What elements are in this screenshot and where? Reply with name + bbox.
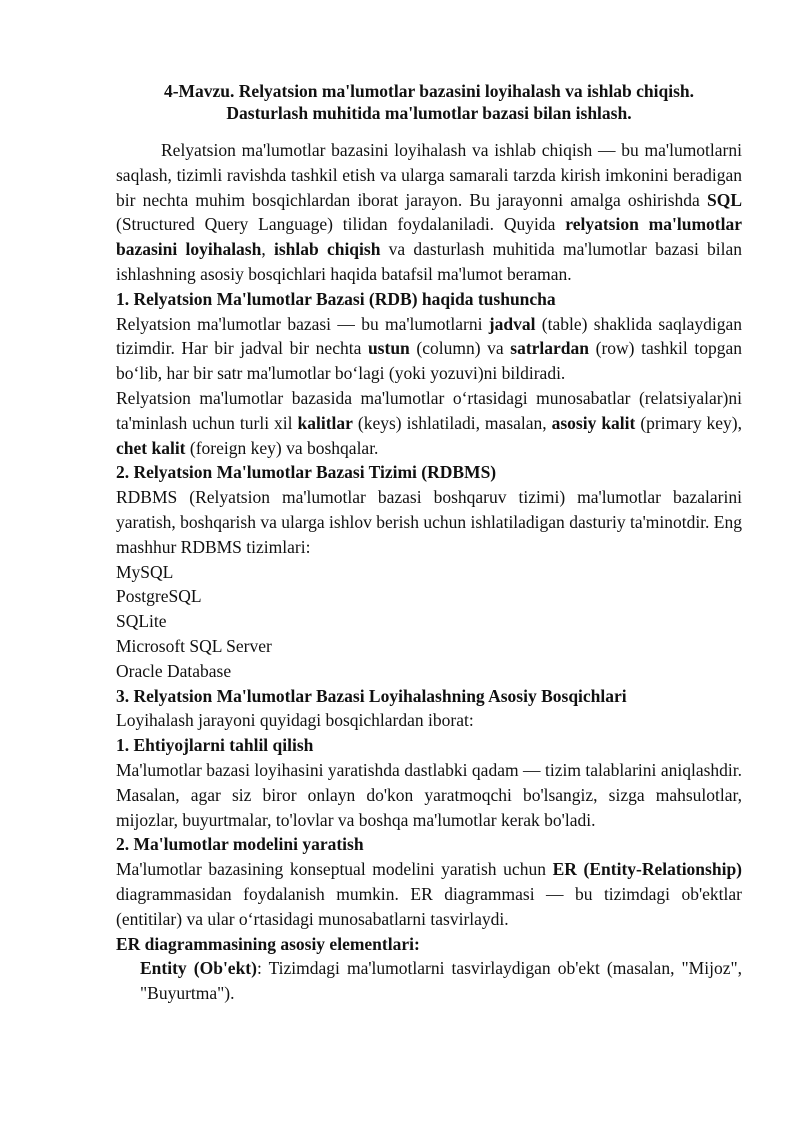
list-item: MySQL [116, 561, 174, 582]
s1p2-text-3: (primary key), [635, 412, 743, 433]
er-elements-heading: ER diagrammasining asosiy elementlari: [116, 933, 420, 954]
step-2-heading: 2. Ma'lumotlar modelini yaratish [116, 834, 364, 855]
list-item: PostgreSQL [116, 586, 202, 607]
entity-paragraph [116, 956, 742, 1006]
step-1-paragraph: Ma'lumotlar bazasi loyihasini yaratishda dastlabki qadam — tizim talablarini aniqlashdir. Masalan, agar siz biror onlayn do'kon yaratmoqchi bo'lsangiz, sizga mahsulotlar, mijozlar, buyurtmalar, to'lovlar va boshqa ma'lumotlar kerak bo'ladi. [116, 759, 742, 830]
intro-text-1: Relyatsion ma'lumotlar bazasini loyihalash va ishlab chiqish — bu ma'lumotlarni saqlash, tizimli ravishda tashkil etish va ularga samarali tarzda kirish imkonini beradigan bir nechta muhim bosqichlardan iborat jarayon. Bu jarayonni amalga oshirishda [116, 140, 742, 210]
section-1-paragraph-2 [116, 386, 742, 460]
s1p2-text-1: Relyatsion ma'lumotlar bazasida ma'lumotlar o‘rtasidagi munosabatlar (relatsiyalar)ni ta'minlash uchun turli xil [116, 387, 742, 433]
section-3-intro: Loyihalash jarayoni quyidagi bosqichlardan iborat: [116, 710, 474, 731]
intro-bold-develop: ishlab chiqish [273, 239, 381, 260]
s1p1-text-4: (row) tashkil topgan bo‘lib, har bir satr ma'lumotlar bo‘lagi (yoki yozuvi)ni bildiradi. [116, 338, 742, 384]
s1p2-text-4: (foreign key) va boshqalar. [185, 437, 379, 458]
step-2-paragraph [116, 857, 742, 931]
entity-bold: Entity (Ob'ekt) [140, 958, 257, 979]
section-1-paragraph-1 [116, 312, 742, 386]
section-2-heading: 2. Relyatsion Ma'lumotlar Bazasi Tizimi (RDBMS) [116, 462, 497, 483]
s1p1-text-3: (column) va [409, 338, 511, 359]
intro-text-3: , [261, 239, 274, 260]
intro-text-2: (Structured Query Language) tilidan foydalaniladi. Quyida [116, 214, 566, 235]
list-item: Microsoft SQL Server [116, 635, 272, 656]
document-page [116, 80, 742, 1006]
s1p1-text-2: (table) shaklida saqlaydigan tizimdir. Har bir jadval bir nechta [116, 313, 743, 359]
s1p1-bold-1: jadval [488, 313, 536, 334]
s1p2-bold-3: chet kalit [116, 437, 186, 458]
step-1-heading: 1. Ehtiyojlarni tahlil qilish [116, 735, 314, 756]
s1p1-text-1: Relyatsion ma'lumotlar bazasi — bu ma'lumotlarni [116, 313, 489, 334]
s1p1-bold-3: satrlardan [510, 338, 590, 359]
intro-text-4: va dasturlash muhitida ma'lumotlar bazasi bilan ishlashning asosiy bosqichlari haqida batafsil ma'lumot beraman. [116, 239, 743, 284]
intro-bold-sql: SQL [706, 189, 742, 210]
title-line-2: Dasturlash muhitida ma'lumotlar bazasi bilan ishlash. [226, 103, 632, 123]
s1p2-bold-1: kalitlar [297, 412, 353, 433]
title-line-1: 4-Mavzu. Relyatsion ma'lumotlar bazasini loyihalash va ishlab chiqish. [163, 81, 695, 101]
document-title [116, 80, 742, 124]
step2-text-2: diagrammasidan foydalanish mumkin. ER diagrammasi — bu tizimdagi ob'ektlar (entitilar) va ular o‘rtasidagi munosabatlarni tasvirlaydi. [116, 883, 742, 929]
section-2-paragraph: RDBMS (Relyatsion ma'lumotlar bazasi boshqaruv tizimi) ma'lumotlar bazalarini yaratish, boshqarish va ularga ishlov berish uchun ishlatiladigan dasturiy ta'minotdir. Eng mashhur RDBMS tizimlari: [116, 487, 742, 557]
s1p2-bold-2: asosiy kalit [551, 412, 636, 433]
intro-bold-design: relyatsion ma'lumotlar bazasini loyihalash [116, 214, 742, 260]
section-1-heading: 1. Relyatsion Ma'lumotlar Bazasi (RDB) haqida tushuncha [116, 288, 556, 309]
s1p2-text-2: (keys) ishlatiladi, masalan, [352, 412, 552, 433]
list-item: SQLite [116, 611, 167, 632]
section-3-heading: 3. Relyatsion Ma'lumotlar Bazasi Loyihalashning Asosiy Bosqichlari [116, 685, 627, 706]
intro-paragraph [116, 138, 742, 287]
step2-text-1: Ma'lumotlar bazasining konseptual modelini yaratish uchun [116, 859, 553, 880]
step2-bold-er: ER (Entity-Relationship) [552, 859, 742, 880]
rdbms-list [116, 560, 742, 684]
entity-text: : Tizimdagi ma'lumotlarni tasvirlaydigan ob'ekt (masalan, "Mijoz", "Buyurtma"). [140, 958, 742, 1004]
s1p1-bold-2: ustun [367, 338, 410, 359]
list-item: Oracle Database [116, 660, 232, 681]
